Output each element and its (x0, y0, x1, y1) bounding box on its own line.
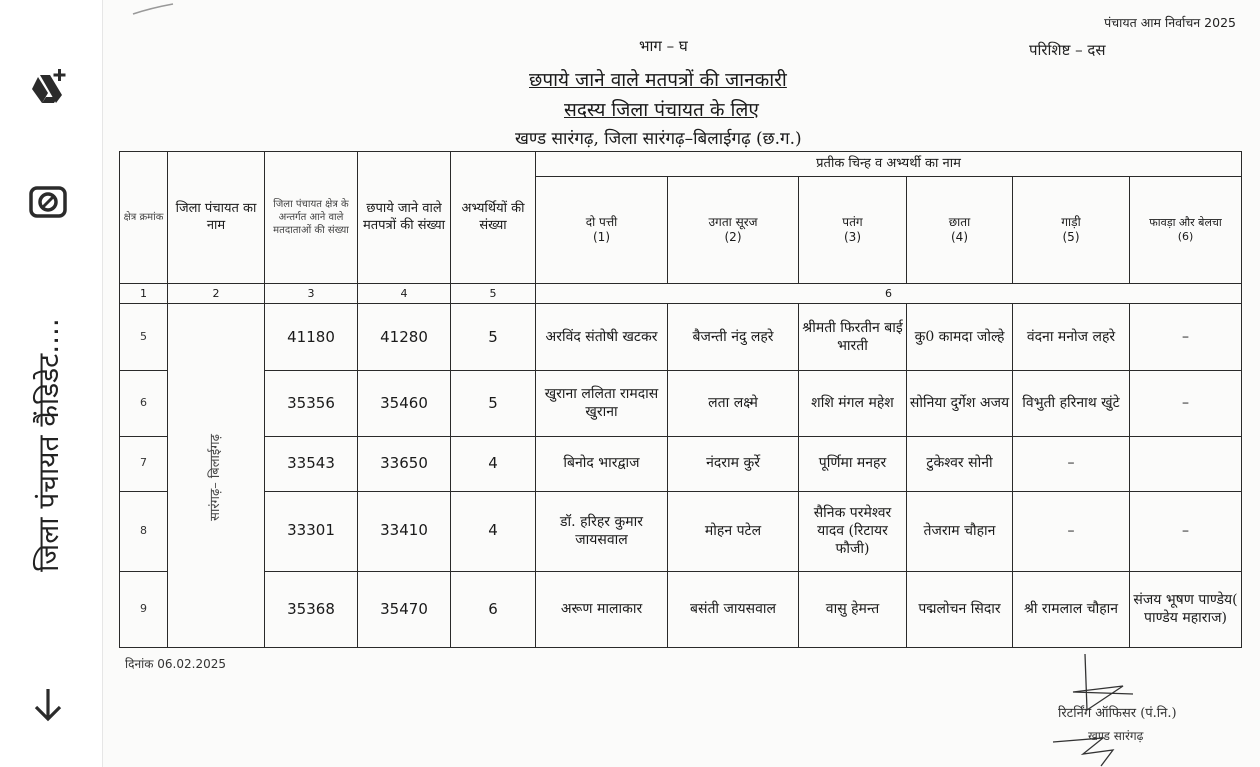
kshetra-number: 5 (120, 304, 168, 371)
kshetra-number: 9 (120, 571, 168, 647)
candidate-count: 4 (451, 436, 536, 491)
table-row (120, 491, 1242, 571)
candidate-cell: शशि मंगल महेश (799, 371, 907, 436)
table-row (120, 571, 1242, 647)
candidate-count: 5 (451, 371, 536, 436)
voter-count: 35368 (265, 571, 358, 647)
symbol-header: छाता (4) (907, 177, 1013, 284)
download-arrow-icon[interactable] (25, 682, 71, 728)
candidate-cell: टुकेश्वर सोनी (907, 436, 1013, 491)
candidate-table (119, 151, 1242, 648)
candidate-cell: वासु हेमन्त (799, 571, 907, 647)
ballot-count: 35470 (358, 571, 451, 647)
symbol-header: उगता सूरज (2) (668, 177, 799, 284)
document-page (102, 0, 1260, 767)
table-row (120, 304, 1242, 371)
candidate-cell: सोनिया दुर्गेश अजय (907, 371, 1013, 436)
document-title: छपाये जाने वाले मतपत्रों की जानकारी (529, 69, 787, 91)
column-number: 4 (358, 284, 451, 304)
appendix-label: परिशिष्ट – दस (1029, 41, 1106, 59)
candidate-cell: विभुती हरिनाथ खुंटे (1013, 371, 1130, 436)
screenshot-capture-icon[interactable] (25, 178, 71, 224)
ballot-count: 33650 (358, 436, 451, 491)
candidate-cell: – (1130, 371, 1242, 436)
date-line: दिनांक 06.02.2025 (125, 657, 226, 671)
column-number: 1 (120, 284, 168, 304)
ballot-count: 35460 (358, 371, 451, 436)
document-subtitle: सदस्य जिला पंचायत के लिए (564, 99, 759, 121)
symbol-header: गाड़ी (5) (1013, 177, 1130, 284)
candidate-cell: – (1130, 491, 1242, 571)
candidate-cell: पद्मलोचन सिदार (907, 571, 1013, 647)
candidate-cell: खुराना ललिता रामदास खुराना (536, 371, 668, 436)
part-label: भाग – घ (639, 37, 688, 55)
returning-officer-block: खण्ड सारंगढ़ (1088, 729, 1144, 743)
symbol-header: फावड़ा और बेलचा (6) (1130, 177, 1242, 284)
column-number: 3 (265, 284, 358, 304)
symbol-header: दो पत्ती (1) (536, 177, 668, 284)
candidate-count: 4 (451, 491, 536, 571)
panchayat-name: सारंगढ़– बिलाईगढ़ (207, 434, 223, 521)
candidate-cell: – (1013, 491, 1130, 571)
ballot-count: 41280 (358, 304, 451, 371)
header-kshetra: क्षेत्र क्रमांक (120, 152, 168, 284)
file-title: जिला पंचायत कैंडिडेट.... (32, 318, 65, 572)
column-number: 5 (451, 284, 536, 304)
candidate-cell (1130, 436, 1242, 491)
candidate-cell: संजय भूषण पाण्डेय( पाण्डेय महाराज) (1130, 571, 1242, 647)
kshetra-number: 6 (120, 371, 168, 436)
panchayat-name-cell (168, 304, 265, 648)
header-candidate-count: अभ्यर्थियों की संख्या (451, 152, 536, 284)
candidate-cell: अरूण मालाकार (536, 571, 668, 647)
candidate-cell: पूर्णिमा मनहर (799, 436, 907, 491)
block-district-line: खण्ड सारंगढ़, जिला सारंगढ़–बिलाईगढ़ (छ.ग.) (515, 129, 802, 149)
voter-count: 33543 (265, 436, 358, 491)
candidate-cell: श्री रामलाल चौहान (1013, 571, 1130, 647)
candidate-cell: लता लक्ष्मे (668, 371, 799, 436)
candidate-cell: सैनिक परमेश्वर यादव (रिटायर फौजी) (799, 491, 907, 571)
candidate-cell: बसंती जायसवाल (668, 571, 799, 647)
header-ballot-count: छपाये जाने वाले मतपत्रों की संख्या (358, 152, 451, 284)
header-panchayat-name: जिला पंचायत का नाम (168, 152, 265, 284)
candidate-cell: – (1013, 436, 1130, 491)
candidate-cell: डॉ. हरिहर कुमार जायसवाल (536, 491, 668, 571)
kshetra-number: 8 (120, 491, 168, 571)
table-row (120, 436, 1242, 491)
election-header: पंचायत आम निर्वाचन 2025 (1104, 15, 1236, 30)
returning-officer-title: रिटर्निंग ऑफिसर (पं.नि.) (1058, 706, 1177, 721)
voter-count: 33301 (265, 491, 358, 571)
header-voter-count: जिला पंचायत क्षेत्र के अन्तर्गत आने वाले मतदाताओं की संख्या (265, 152, 358, 284)
header-symbols-group: प्रतीक चिन्ह व अभ्यर्थी का नाम (536, 152, 1242, 177)
candidate-cell: बिनोद भारद्वाज (536, 436, 668, 491)
voter-count: 41180 (265, 304, 358, 371)
candidate-count: 5 (451, 304, 536, 371)
candidate-cell: बैजन्ती नंदु लहरे (668, 304, 799, 371)
candidate-cell: – (1130, 304, 1242, 371)
sidebar (0, 0, 100, 767)
table-row (120, 371, 1242, 436)
candidate-cell: मोहन पटेल (668, 491, 799, 571)
voter-count: 35356 (265, 371, 358, 436)
candidate-cell: तेजराम चौहान (907, 491, 1013, 571)
column-number: 2 (168, 284, 265, 304)
kshetra-number: 7 (120, 436, 168, 491)
candidate-cell: कु0 कामदा जोल्हे (907, 304, 1013, 371)
column-number-row (120, 284, 1242, 304)
pen-scratch-mark (131, 2, 175, 16)
candidate-cell: वंदना मनोज लहरे (1013, 304, 1130, 371)
ballot-count: 33410 (358, 491, 451, 571)
candidate-cell: श्रीमती फिरतीन बाई भारती (799, 304, 907, 371)
candidate-count: 6 (451, 571, 536, 647)
candidate-cell: अरविंद संतोषी खटकर (536, 304, 668, 371)
symbol-header: पतंग (3) (799, 177, 907, 284)
candidate-cell: नंदराम कुर्रे (668, 436, 799, 491)
column-number: 6 (536, 284, 1242, 304)
add-to-drive-icon[interactable] (25, 64, 71, 110)
